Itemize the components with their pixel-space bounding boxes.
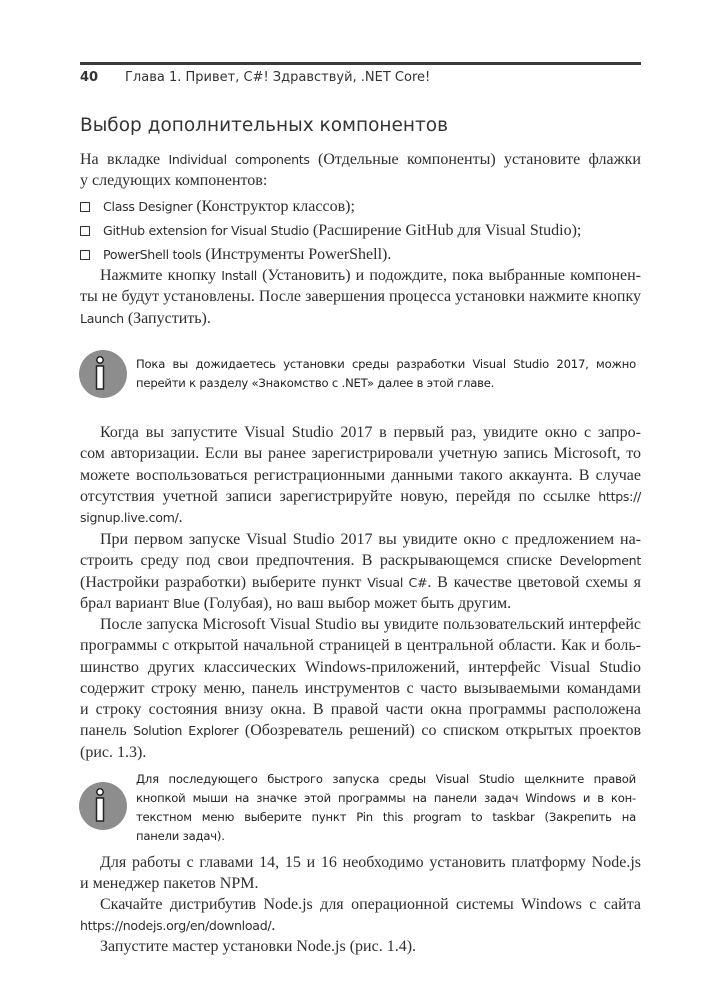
list-item bbox=[80, 244, 641, 265]
text-run: (Расширение GitHub для Visual Studio); bbox=[308, 222, 582, 239]
text-run: брал вариант bbox=[80, 594, 174, 612]
paragraph-settings bbox=[80, 529, 641, 614]
chapter-title: Глава 1. Привет, C#! Здравствуй, .NET Core! bbox=[125, 70, 431, 85]
text-run: На вкладке bbox=[80, 151, 169, 168]
page-number: 40 bbox=[80, 70, 99, 85]
note-line: кнопкой мыши на значке этой программы на панели задач Windows и в кон- bbox=[136, 791, 636, 805]
text-run: После запуска Microsoft Visual Studio вы увидите пользовательский интерфейс bbox=[100, 616, 641, 633]
note-line: перейти к разделу «Знакомство с .NET» далее в этой главе. bbox=[136, 376, 495, 390]
text-run: Для работы с главами 14, 15 и 16 необходимо установить платформу Node.js bbox=[100, 854, 641, 871]
text-run: (Настройки разработки) выберите пункт bbox=[80, 573, 368, 591]
text-line bbox=[80, 742, 641, 763]
text-run: (Конструктор классов); bbox=[192, 198, 355, 215]
text-run: содержит строку меню, панель инструментов с часто вызываемыми командами bbox=[80, 679, 641, 697]
note-line: текстном меню выберите пункт Pin this program to taskbar (Закрепить на bbox=[136, 810, 636, 824]
paragraph-interface bbox=[80, 614, 641, 763]
text-line bbox=[80, 720, 641, 741]
info-note bbox=[136, 355, 636, 393]
text-run: Нажмите кнопку bbox=[100, 267, 222, 284]
text-run: (Отдельные компоненты) установите флажки bbox=[309, 151, 641, 168]
text-run: . bbox=[271, 917, 276, 935]
text-line bbox=[80, 614, 641, 635]
text-line bbox=[80, 915, 641, 936]
text-run: (Обозреватель решений) со списком открытых проектов bbox=[238, 722, 641, 740]
text-run: строить среду под свои предпочтения. В раскрывающемся списке bbox=[80, 552, 560, 570]
text-run: отсутствия учетной записи зарегистрируйте новую, перейдя по ссылке bbox=[80, 487, 599, 505]
list-item-text bbox=[80, 222, 581, 239]
list-item bbox=[80, 220, 641, 241]
text-run: можете воспользоваться регистрационными данными такого аккаунта. В случае bbox=[80, 466, 641, 484]
info-icon bbox=[78, 349, 128, 399]
text-run: (рис. 1.3). bbox=[80, 743, 147, 761]
text-line bbox=[80, 572, 641, 593]
text-run: При первом запуске Visual Studio 2017 вы увидите окно с предложением на- bbox=[100, 531, 641, 548]
text-line bbox=[80, 486, 641, 507]
text-line bbox=[80, 465, 641, 486]
checkbox-bullet-icon bbox=[80, 202, 90, 212]
paragraph-intro bbox=[80, 149, 641, 192]
text-run: Когда вы запустите Visual Studio 2017 в первый раз, увидите окно с запро- bbox=[100, 424, 641, 441]
section-heading: Выбор дополнительных компонентов bbox=[80, 115, 448, 136]
info-note bbox=[136, 770, 636, 846]
list-item-text bbox=[80, 198, 355, 215]
term: Launch bbox=[80, 310, 124, 326]
text-run: у следующих компонентов: bbox=[80, 172, 268, 190]
text-run: шинство других классических Windows-приложений, интерфейс Visual Studio bbox=[80, 658, 641, 676]
text-run: (Голубая), но ваш выбор может быть другим. bbox=[199, 594, 512, 612]
checkbox-bullet-icon bbox=[80, 250, 90, 260]
checkbox-bullet-icon bbox=[80, 226, 90, 236]
text-line bbox=[80, 657, 641, 678]
text-line bbox=[80, 936, 641, 957]
text-line bbox=[80, 443, 641, 464]
text-line bbox=[80, 170, 641, 191]
text-line bbox=[80, 265, 641, 286]
text-line bbox=[80, 635, 641, 656]
term: signup.live.com/ bbox=[80, 510, 179, 526]
text-run: сом авторизации. Если вы ранее зарегистрировали учетную запись Microsoft, то bbox=[80, 445, 641, 463]
text-line bbox=[80, 286, 641, 307]
text-line bbox=[80, 678, 641, 699]
term: Install bbox=[221, 268, 257, 283]
text-line bbox=[80, 149, 641, 170]
text-line bbox=[80, 873, 641, 894]
term: Individual components bbox=[168, 152, 310, 167]
paragraph-first-run bbox=[80, 422, 641, 528]
list-item-text bbox=[80, 246, 391, 263]
paragraph-download bbox=[80, 894, 641, 937]
note-line: Пока вы дожидаетесь установки среды разработки Visual Studio 2017, можно bbox=[136, 357, 636, 371]
text-run: . В качестве цветовой схемы я bbox=[427, 573, 641, 591]
term: Class Designer bbox=[103, 199, 193, 214]
text-run: Запустите мастер установки Node.js (рис. 1.4). bbox=[100, 938, 417, 955]
term: Visual C# bbox=[367, 574, 428, 590]
text-line bbox=[80, 529, 641, 550]
text-run: (Инструменты PowerShell). bbox=[201, 246, 392, 263]
text-run: и менеджер пакетов NPM. bbox=[80, 875, 259, 893]
note-line: панели задач). bbox=[136, 829, 225, 843]
text-run: Скачайте дистрибутив Node.js для операционной системы Windows с сайта bbox=[100, 896, 641, 913]
term: Development bbox=[559, 553, 641, 569]
text-run: ты не будут установлены. После завершения процесса установки нажмите кнопку bbox=[80, 288, 641, 306]
text-run: и строку состояния внизу окна. В правой части окна программы расположена bbox=[80, 701, 641, 719]
text-line bbox=[80, 550, 641, 571]
text-line bbox=[80, 852, 641, 873]
paragraph-run bbox=[80, 936, 641, 957]
term: PowerShell tools bbox=[103, 247, 202, 262]
text-line bbox=[80, 593, 641, 614]
paragraph-install bbox=[80, 265, 641, 329]
text-line bbox=[80, 699, 641, 720]
text-line bbox=[80, 894, 641, 915]
text-run: . bbox=[178, 509, 183, 527]
header-rule bbox=[80, 62, 641, 65]
term: Solution Explorer bbox=[133, 723, 239, 739]
text-run: панель bbox=[80, 722, 134, 740]
term: GitHub extension for Visual Studio bbox=[103, 223, 309, 238]
text-line bbox=[80, 308, 641, 329]
term: https:// bbox=[598, 488, 641, 504]
note-line: Для последующего быстрого запуска среды Visual Studio щелкните правой bbox=[136, 772, 636, 786]
info-icon bbox=[78, 781, 128, 831]
text-run: (Установить) и подождите, пока выбранные компонен- bbox=[257, 267, 641, 284]
term: Blue bbox=[173, 595, 200, 611]
text-run: (Запустить). bbox=[123, 309, 211, 327]
text-run: программы с открытой начальной страницей в центральной области. Как и боль- bbox=[80, 637, 641, 655]
list-item bbox=[80, 196, 641, 217]
paragraph-node bbox=[80, 852, 641, 895]
term: https://nodejs.org/en/download/ bbox=[80, 918, 272, 934]
text-line bbox=[80, 422, 641, 443]
text-line bbox=[80, 507, 641, 528]
